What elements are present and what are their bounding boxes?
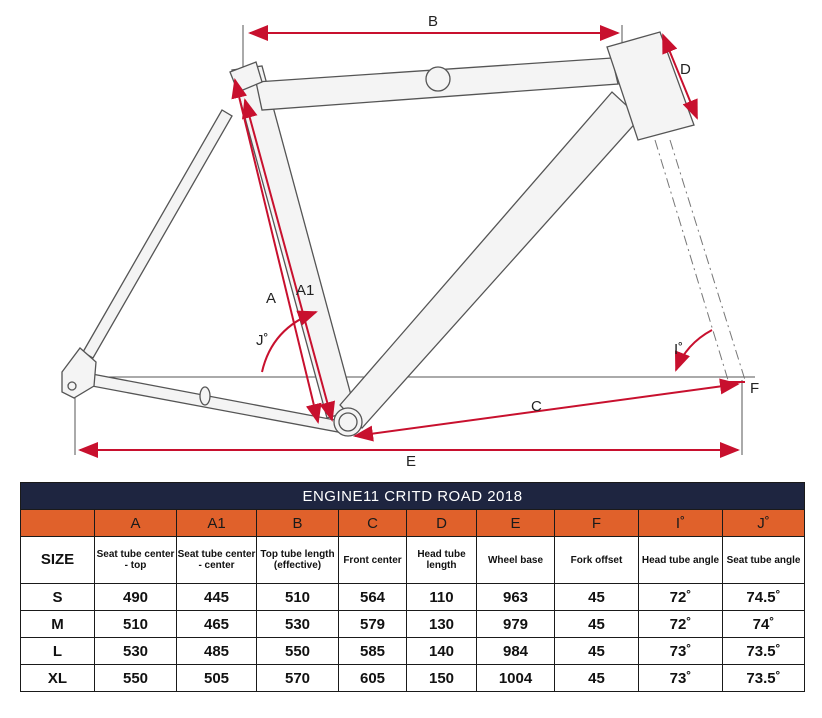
column-description: Top tube length (effective)	[257, 537, 339, 584]
column-letter	[21, 510, 95, 537]
chain-stay	[92, 374, 338, 432]
label-j: J˚	[256, 332, 269, 349]
value-cell: 73˚	[639, 638, 723, 665]
column-letter: I˚	[639, 510, 723, 537]
column-letter: J˚	[723, 510, 805, 537]
column-description: Front center	[339, 537, 407, 584]
column-letter: F	[555, 510, 639, 537]
dim-line-c	[355, 384, 738, 436]
value-cell: 72˚	[639, 584, 723, 611]
top-tube-bridge	[426, 67, 450, 91]
value-cell: 979	[477, 611, 555, 638]
label-f: F	[750, 380, 760, 397]
table-description-row	[21, 537, 805, 584]
size-cell: S	[21, 584, 95, 611]
value-cell: 510	[257, 584, 339, 611]
column-letter: A1	[177, 510, 257, 537]
size-cell: M	[21, 611, 95, 638]
value-cell: 570	[257, 665, 339, 692]
label-e: E	[406, 453, 417, 470]
table-row	[21, 665, 805, 692]
value-cell: 485	[177, 638, 257, 665]
value-cell: 73.5˚	[723, 665, 805, 692]
value-cell: 45	[555, 584, 639, 611]
value-cell: 150	[407, 665, 477, 692]
value-cell: 73.5˚	[723, 638, 805, 665]
dim-line-a1	[245, 100, 332, 420]
chain-stay-bridge	[200, 387, 210, 405]
table-title-row	[21, 483, 805, 510]
value-cell: 45	[555, 638, 639, 665]
table-row	[21, 611, 805, 638]
label-a: A	[266, 290, 277, 307]
column-description: Wheel base	[477, 537, 555, 584]
label-a1: A1	[296, 282, 315, 299]
value-cell: 1004	[477, 665, 555, 692]
value-cell: 74˚	[723, 611, 805, 638]
value-cell: 445	[177, 584, 257, 611]
label-d: D	[680, 61, 691, 78]
seat-stay	[83, 110, 232, 358]
value-cell: 74.5˚	[723, 584, 805, 611]
value-cell: 564	[339, 584, 407, 611]
column-description: Seat tube center - top	[95, 537, 177, 584]
value-cell: 45	[555, 611, 639, 638]
value-cell: 45	[555, 665, 639, 692]
column-description: Head tube length	[407, 537, 477, 584]
bottom-bracket	[334, 408, 362, 436]
value-cell: 505	[177, 665, 257, 692]
value-cell: 73˚	[639, 665, 723, 692]
column-description: Seat tube center - center	[177, 537, 257, 584]
size-cell: XL	[21, 665, 95, 692]
value-cell: 585	[339, 638, 407, 665]
column-description: SIZE	[21, 537, 95, 584]
column-description: Fork offset	[555, 537, 639, 584]
table-row	[21, 638, 805, 665]
value-cell: 510	[95, 611, 177, 638]
value-cell: 550	[95, 665, 177, 692]
table-title: ENGINE11 CRITD ROAD 2018	[21, 483, 805, 510]
column-letter: D	[407, 510, 477, 537]
value-cell: 72˚	[639, 611, 723, 638]
value-cell: 465	[177, 611, 257, 638]
column-letter: C	[339, 510, 407, 537]
value-cell: 140	[407, 638, 477, 665]
label-c: C	[531, 398, 542, 415]
value-cell: 110	[407, 584, 477, 611]
table-row	[21, 584, 805, 611]
label-i: I˚	[674, 341, 684, 358]
value-cell: 963	[477, 584, 555, 611]
value-cell: 130	[407, 611, 477, 638]
value-cell: 550	[257, 638, 339, 665]
table-letter-row	[21, 510, 805, 537]
value-cell: 579	[339, 611, 407, 638]
value-cell: 605	[339, 665, 407, 692]
column-letter: B	[257, 510, 339, 537]
label-b: B	[428, 13, 439, 30]
down-tube	[340, 92, 640, 428]
column-letter: A	[95, 510, 177, 537]
column-letter: E	[477, 510, 555, 537]
geometry-table	[20, 482, 805, 692]
value-cell: 490	[95, 584, 177, 611]
value-cell: 530	[257, 611, 339, 638]
value-cell: 530	[95, 638, 177, 665]
value-cell: 984	[477, 638, 555, 665]
size-cell: L	[21, 638, 95, 665]
column-description: Head tube angle	[639, 537, 723, 584]
column-description: Seat tube angle	[723, 537, 805, 584]
